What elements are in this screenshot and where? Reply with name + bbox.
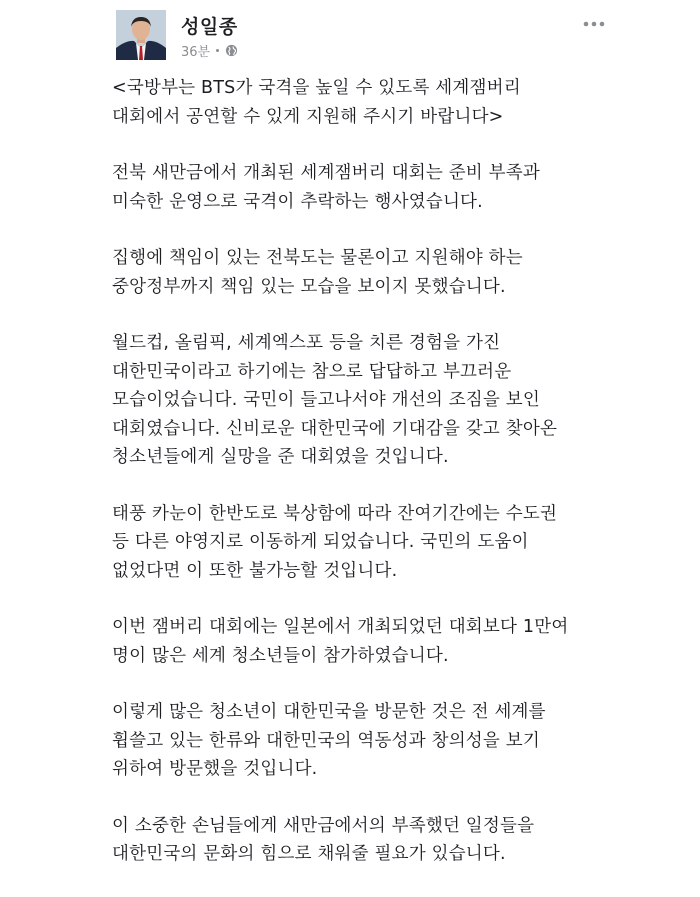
post-text-line: 태풍 카눈이 한반도로 북상함에 따라 잔여기간에는 수도권	[112, 503, 558, 524]
post-text	[112, 74, 632, 897]
post-paragraph	[112, 698, 632, 784]
post-header	[0, 0, 700, 70]
post-text-line: 대회에서 공연할 수 있게 지원해 주시기 바랍니다>	[112, 106, 504, 127]
post-text-line: 없었다면 이 또한 불가능할 것입니다.	[112, 560, 398, 581]
post-text-line: 청소년들에게 실망을 준 대회였을 것입니다.	[112, 447, 449, 467]
post-text-line: 중앙정부까지 책임 있는 모습을 보이지 못했습니다.	[112, 276, 506, 297]
post-text-line: 월드컵, 올림픽, 세계엑스포 등을 치른 경험을 가진	[112, 333, 501, 353]
post-paragraph	[112, 159, 632, 216]
post-text-line: 모습이었습니다. 국민이 들고나서야 개선의 조짐을 보인	[112, 390, 540, 410]
more-options-button[interactable]	[579, 14, 609, 34]
author-name[interactable]: 성일종	[181, 16, 238, 38]
post-paragraph	[112, 613, 632, 670]
post-meta	[181, 42, 238, 58]
post-text-line: 미숙한 운영으로 국격이 추락하는 행사였습니다.	[112, 191, 483, 212]
post-text-line: 이 소중한 손님들에게 새만금에서의 부족했던 일정들을	[112, 815, 535, 836]
separator-dot	[216, 49, 219, 52]
post-paragraph	[112, 812, 632, 869]
globe-icon[interactable]	[225, 44, 238, 57]
post-paragraph	[112, 244, 632, 301]
post-text-line: 휩쓸고 있는 한류와 대한민국의 역동성과 창의성을 보기	[112, 730, 540, 751]
post-text-line: 대한민국의 문화의 힘으로 채워줄 필요가 있습니다.	[112, 844, 506, 864]
post-paragraph	[112, 500, 632, 586]
post-text-line: 이렇게 많은 청소년이 대한민국을 방문한 것은 전 세계를	[112, 702, 546, 722]
profile-photo	[116, 10, 166, 60]
post-text-line: 위하여 방문했을 것입니다.	[112, 759, 318, 779]
timestamp[interactable]: 36분	[181, 44, 211, 60]
post-text-line: 대회였습니다. 신비로운 대한민국에 기대감을 갖고 찾아온	[112, 418, 558, 439]
post-paragraph	[112, 329, 632, 472]
avatar[interactable]	[116, 10, 166, 60]
post-paragraph	[112, 74, 632, 131]
post-text-line: 대한민국이라고 하기에는 참으로 답답하고 부끄러운	[112, 361, 512, 382]
post-text-line: 집행에 책임이 있는 전북도는 물론이고 지원해야 하는	[112, 248, 523, 268]
post-text-line: 명이 많은 세계 청소년들이 참가하였습니다.	[112, 645, 449, 666]
post-text-line: 등 다른 야영지로 이동하게 되었습니다. 국민의 도움이	[112, 532, 529, 552]
more-options-icon	[583, 21, 605, 27]
post-text-line: 전북 새만금에서 개최된 세계잼버리 대회는 준비 부족과	[112, 163, 540, 183]
post-text-line: 이번 잼버리 대회에는 일본에서 개최되었던 대회보다 1만여	[112, 617, 569, 637]
post-text-line: <국방부는 BTS가 국격을 높일 수 있도록 세계잼버리	[112, 78, 521, 98]
